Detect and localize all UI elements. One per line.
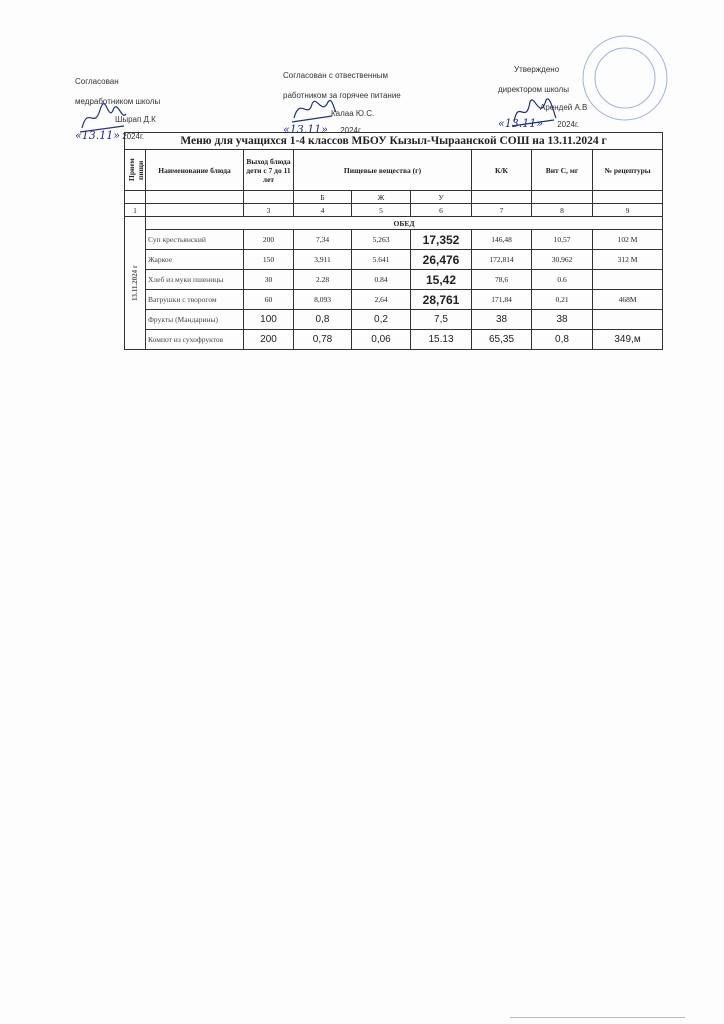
dish-carbs: 15,42 (411, 270, 472, 290)
dish-vitc: 0,8 (532, 330, 593, 350)
dish-recipe: 102 М (593, 230, 663, 250)
dish-kcal: 172,814 (472, 250, 532, 270)
footer-divider (510, 1017, 685, 1018)
approval-director-year: 2024г. (557, 120, 580, 129)
dish-portion: 200 (244, 230, 294, 250)
dish-fat: 2,64 (352, 290, 411, 310)
signature-director (508, 92, 558, 132)
approval-director-line2: директором школы (498, 85, 569, 94)
dish-portion: 200 (244, 330, 294, 350)
dish-recipe: 349,м (593, 330, 663, 350)
dish-name: Фрукты (Мандарины) (146, 310, 244, 330)
signature-catering (288, 92, 338, 127)
dish-portion: 100 (244, 310, 294, 330)
dish-vitc: 38 (532, 310, 593, 330)
approval-catering-line2: работником за горячее питание (283, 91, 401, 100)
dish-carbs: 28,761 (411, 290, 472, 310)
approval-medical-date: «13.11» (75, 129, 120, 142)
approval-director-date: «13.11» (498, 117, 543, 130)
header-dish: Наименование блюда (146, 150, 244, 191)
dish-carbs: 17,352 (411, 230, 472, 250)
col-number: 1 (125, 204, 146, 217)
dish-protein: 8,093 (294, 290, 352, 310)
menu-table-wrap (124, 132, 662, 350)
approval-catering-year: 2024г. (340, 126, 363, 135)
dish-kcal: 78,6 (472, 270, 532, 290)
header-portion: Выход блюда дети с 7 до 11 лет (244, 150, 294, 191)
table-row (125, 330, 663, 350)
dish-vitc: 0,21 (532, 290, 593, 310)
approval-medical-line2: медработником школы (75, 97, 161, 106)
dish-recipe (593, 270, 663, 290)
dish-protein: 3,911 (294, 250, 352, 270)
dish-protein: 0,8 (294, 310, 352, 330)
dish-vitc: 10,57 (532, 230, 593, 250)
col-number: 7 (472, 204, 532, 217)
director-stamp (570, 28, 670, 128)
dish-carbs: 7,5 (411, 310, 472, 330)
dish-name: Компот из сухофруктов (146, 330, 244, 350)
col-number: 9 (593, 204, 663, 217)
table-row (125, 270, 663, 290)
signature-medical (78, 100, 128, 135)
dish-protein: 7,34 (294, 230, 352, 250)
header-vitc: Вит С, мг (532, 150, 593, 191)
header-kcal: К/К (472, 150, 532, 191)
approval-catering-line1: Согласован с отвественным (283, 71, 389, 80)
dish-vitc: 30,962 (532, 250, 593, 270)
col-number: 3 (244, 204, 294, 217)
dish-fat: 0,06 (352, 330, 411, 350)
dish-name: Хлеб из муки пшеницы (146, 270, 244, 290)
approval-catering-name: Калаа Ю.С. (331, 109, 375, 118)
approval-medical-year: 2024г. (122, 132, 145, 141)
subheader-b: Б (294, 191, 352, 204)
dish-recipe: 468М (593, 290, 663, 310)
dish-kcal: 65,35 (472, 330, 532, 350)
approval-medical-name: Шырап Д.К (115, 115, 156, 124)
dish-kcal: 38 (472, 310, 532, 330)
table-row (125, 250, 663, 270)
dish-portion: 150 (244, 250, 294, 270)
approval-director-line1: Утверждено (514, 65, 560, 74)
section-lunch: ОБЕД (146, 217, 663, 230)
subheader-u: У (411, 191, 472, 204)
dish-protein: 2.28 (294, 270, 352, 290)
menu-title: Меню для учащихся 1-4 классов МБОУ Кызыл-Чыраанской СОШ на 13.11.2024 г (125, 133, 663, 150)
approval-catering-date: «13.11» (283, 123, 328, 136)
dish-carbs: 26,476 (411, 250, 472, 270)
dish-portion: 60 (244, 290, 294, 310)
table-row (125, 310, 663, 330)
approval-director-name: Арендей А.В (540, 103, 588, 112)
dish-recipe: 312 М (593, 250, 663, 270)
col-number: 6 (411, 204, 472, 217)
dish-carbs: 15.13 (411, 330, 472, 350)
dish-protein: 0,78 (294, 330, 352, 350)
dish-kcal: 146,48 (472, 230, 532, 250)
subheader-zh: Ж (352, 191, 411, 204)
dish-fat: 5.641 (352, 250, 411, 270)
dish-kcal: 171,84 (472, 290, 532, 310)
table-row (125, 290, 663, 310)
header-meal: Прием пищи (125, 150, 146, 191)
approval-medical-line1: Согласован (75, 77, 119, 86)
col-number: 5 (352, 204, 411, 217)
dish-name: Суп крестьянский (146, 230, 244, 250)
table-row (125, 230, 663, 250)
col-number: 8 (532, 204, 593, 217)
dish-portion: 30 (244, 270, 294, 290)
header-nutrients: Пищевые вещества (г) (294, 150, 472, 191)
dish-name: Жаркое (146, 250, 244, 270)
dish-fat: 0.84 (352, 270, 411, 290)
dish-name: Ватрушки с творогом (146, 290, 244, 310)
dish-recipe (593, 310, 663, 330)
dish-fat: 0,2 (352, 310, 411, 330)
header-recipe: № рецептуры (593, 150, 663, 191)
dish-fat: 5,263 (352, 230, 411, 250)
dish-vitc: 0.6 (532, 270, 593, 290)
menu-table (124, 132, 663, 350)
date-cell: 13.11.2024 г (125, 217, 146, 350)
col-number: 4 (294, 204, 352, 217)
